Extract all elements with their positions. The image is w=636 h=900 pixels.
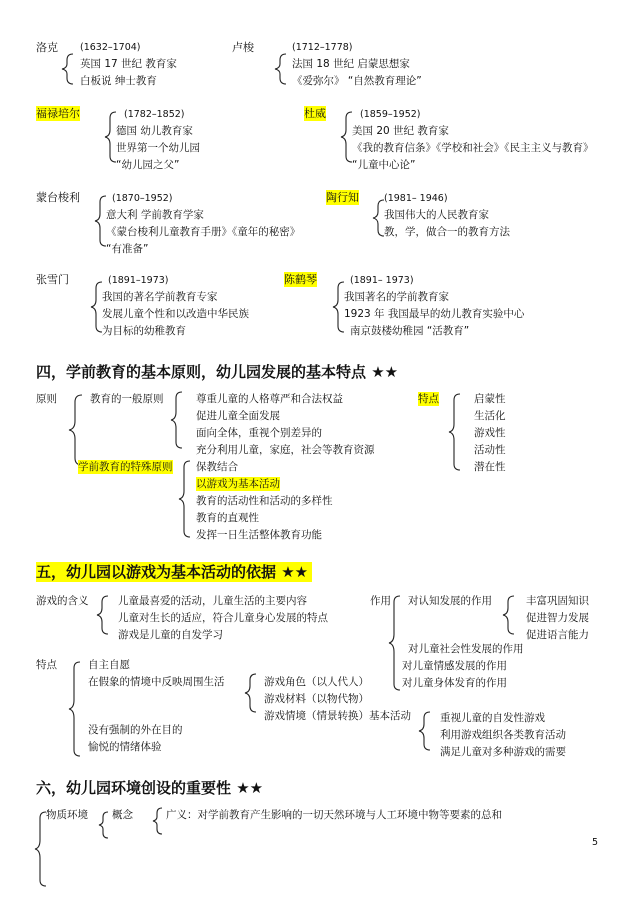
- dewey-line2: 《我的教育信条》《学校和社会》《民主主义与教育》: [352, 142, 594, 154]
- montessori-line1: 意大利 学前教育学家: [106, 209, 204, 221]
- locke-years: (1632–1704): [80, 42, 141, 53]
- cognitive-item-2: 促进智力发展: [526, 612, 589, 624]
- game-feature-2: 在假象的情境中反映周围生活: [88, 676, 225, 688]
- game-feature-1: 自主自愿: [88, 659, 130, 671]
- broad-definition: 广义：对学前教育产生影响的一切天然环境与人工环境中物等要素的总和: [166, 809, 502, 821]
- game-definition-label: 游戏的含义: [36, 595, 89, 607]
- special-item-2: 以游戏为基本活动: [196, 478, 280, 490]
- locke-line1: 英国 17 世纪 教育家: [80, 58, 177, 70]
- role-item-3: 对儿童身体发育的作用: [402, 677, 507, 689]
- special-principle-label: 学前教育的特殊原则: [78, 461, 173, 473]
- rousseau-years: (1712–1778): [292, 42, 353, 53]
- montessori-name: 蒙台梭利: [36, 191, 80, 204]
- role-item-2: 对儿童情感发展的作用: [402, 660, 507, 672]
- chen-name: 陈鹤琴: [284, 273, 317, 286]
- section5-title: 五，幼儿园以游戏为基本活动的依据 ★★: [36, 562, 312, 582]
- zhang-years: (1891–1973): [108, 275, 169, 286]
- locke-line2: 白板说 绅士教育: [80, 75, 157, 87]
- page-number: 5: [592, 837, 599, 848]
- locke-name: 洛克: [36, 41, 58, 54]
- froebel-name: 福禄培尔: [36, 107, 80, 120]
- general-item-2: 促进儿童全面发展: [196, 410, 280, 422]
- dewey-years: (1859–1952): [360, 109, 421, 120]
- cognitive-role-label: 对认知发展的作用: [408, 595, 492, 607]
- froebel-line1: 德国 幼儿教育家: [116, 125, 193, 137]
- montessori-line3: “有准备”: [106, 243, 149, 255]
- special-item-3: 教育的活动性和活动的多样性: [196, 495, 333, 507]
- features-label: 特点: [418, 393, 439, 405]
- section4-title: 四，学前教育的基本原则，幼儿园发展的基本特点 ★★: [36, 363, 399, 381]
- montessori-years: (1870–1952): [112, 193, 173, 204]
- chen-years: (1891– 1973): [350, 275, 414, 286]
- cognitive-item-3: 促进语言能力: [526, 629, 589, 641]
- zhang-line1: 我国的著名学前教育专家: [102, 291, 218, 303]
- feature-item-2: 生活化: [474, 410, 506, 422]
- game-element-1: 游戏角色（以人代人）: [264, 676, 369, 688]
- basic-activity-item-1: 重视儿童的自发性游戏: [440, 712, 545, 724]
- general-item-3: 面向全体，重视个别差异的: [196, 427, 322, 439]
- feature-item-4: 活动性: [474, 444, 506, 456]
- chen-line3: 南京鼓楼幼稚园 “活教育”: [350, 325, 470, 337]
- general-item-1: 尊重儿童的人格尊严和合法权益: [196, 393, 343, 405]
- general-principle-label: 教育的一般原则: [90, 393, 164, 405]
- froebel-years: (1782–1852): [124, 109, 185, 120]
- rousseau-line1: 法国 18 世纪 启蒙思想家: [292, 58, 410, 70]
- role-item-1: 对儿童社会性发展的作用: [408, 643, 524, 655]
- chen-line2: 1923 年 我国最早的幼儿教育实验中心: [344, 308, 525, 320]
- tao-years: (1981– 1946): [384, 193, 448, 204]
- feature-item-3: 游戏性: [474, 427, 506, 439]
- rousseau-name: 卢梭: [232, 41, 254, 54]
- dewey-name: 杜威: [304, 107, 326, 120]
- zhang-name: 张雪门: [36, 273, 69, 286]
- game-element-3: 游戏情境（情景转换）基本活动: [264, 710, 411, 722]
- special-item-4: 教育的直观性: [196, 512, 259, 524]
- game-feature-3: 没有强制的外在目的: [88, 724, 183, 736]
- chen-line1: 我国著名的学前教育家: [344, 291, 449, 303]
- general-item-4: 充分利用儿童，家庭，社会等教育资源: [196, 444, 375, 456]
- tao-line2: 教，学，做合一的教育方法: [384, 226, 510, 238]
- game-feature-4: 愉悦的情绪体验: [88, 741, 162, 753]
- cognitive-item-1: 丰富巩固知识: [526, 595, 589, 607]
- special-item-5: 发挥一日生活整体教育功能: [196, 529, 322, 541]
- rousseau-line2: 《爱弥尔》 “自然教育理论”: [292, 75, 422, 87]
- feature-item-5: 潜在性: [474, 461, 506, 473]
- role-label: 作用: [370, 595, 391, 607]
- montessori-line2: 《蒙台梭利儿童教育手册》《童年的秘密》: [106, 226, 301, 238]
- dewey-line3: “儿童中心论”: [352, 159, 416, 171]
- dewey-line1: 美国 20 世纪 教育家: [352, 125, 449, 137]
- concept-label: 概念: [112, 809, 133, 821]
- tao-line1: 我国伟大的人民教育家: [384, 209, 489, 221]
- definition-item-1: 儿童最喜爱的活动，儿童生活的主要内容: [118, 595, 307, 607]
- section6-title: 六，幼儿园环境创设的重要性 ★★: [36, 779, 264, 797]
- froebel-line3: “幼儿园之父”: [116, 159, 180, 171]
- game-features-label: 特点: [36, 659, 57, 671]
- zhang-line2: 发展儿童个性和以改造中华民族: [102, 308, 249, 320]
- basic-activity-item-2: 利用游戏组织各类教育活动: [440, 729, 566, 741]
- principle-label: 原则: [36, 393, 57, 405]
- basic-activity-item-3: 满足儿童对多种游戏的需要: [440, 746, 566, 758]
- physical-environment-label: 物质环境: [46, 809, 88, 821]
- game-element-2: 游戏材料（以物代物）: [264, 693, 369, 705]
- froebel-line2: 世界第一个幼儿园: [116, 142, 200, 154]
- definition-item-2: 儿童对生长的适应，符合儿童身心发展的特点: [118, 612, 328, 624]
- special-item-1: 保教结合: [196, 461, 238, 473]
- zhang-line3: 为目标的幼稚教育: [102, 325, 186, 337]
- tao-name: 陶行知: [326, 191, 359, 204]
- definition-item-3: 游戏是儿童的自发学习: [118, 629, 223, 641]
- feature-item-1: 启蒙性: [474, 393, 506, 405]
